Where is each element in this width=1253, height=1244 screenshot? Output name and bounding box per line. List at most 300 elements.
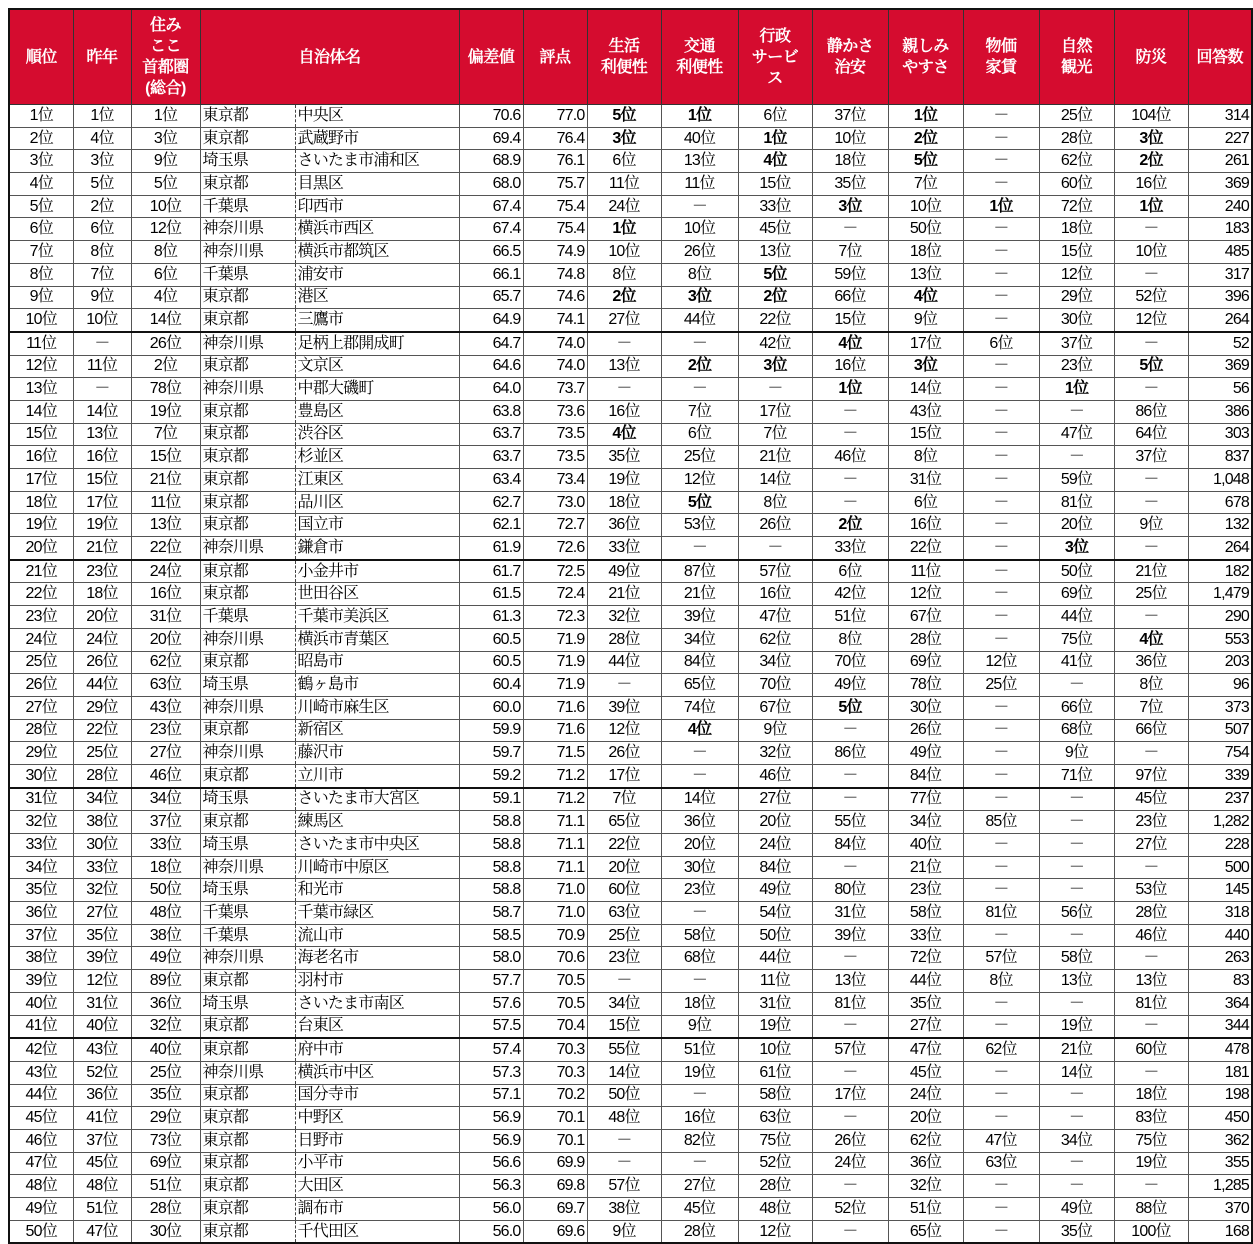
cell-admin: 47位: [738, 606, 812, 629]
cell-disaster: －: [1114, 947, 1188, 970]
table-row: [9, 811, 1252, 834]
cell-quiet: －: [812, 764, 888, 787]
cell-total: 73位: [131, 1129, 200, 1152]
cell-score: 69.7: [523, 1198, 587, 1221]
cell-disaster: 25位: [1114, 583, 1188, 606]
cell-score: 74.9: [523, 241, 587, 264]
cell-total: 48位: [131, 902, 200, 925]
cell-prefecture: 神奈川県: [200, 1061, 295, 1084]
cell-life: 3位: [587, 127, 661, 150]
cell-disaster: 4位: [1114, 628, 1188, 651]
cell-last-year: 33位: [73, 856, 131, 879]
cell-transport: －: [661, 195, 738, 218]
cell-life: 24位: [587, 195, 661, 218]
cell-score: 72.3: [523, 606, 587, 629]
cell-friendly: 45位: [888, 1061, 963, 1084]
cell-quiet: 7位: [812, 241, 888, 264]
table-row: [9, 1198, 1252, 1221]
cell-responses: 314: [1188, 105, 1252, 128]
cell-rank: 13位: [9, 378, 73, 401]
cell-score: 70.3: [523, 1061, 587, 1084]
cell-nature: 68位: [1039, 719, 1114, 742]
cell-prefecture: 埼玉県: [200, 150, 295, 173]
cell-city: 千葉市美浜区: [295, 606, 459, 629]
cell-quiet: 49位: [812, 674, 888, 697]
cell-deviation: 69.4: [459, 127, 523, 150]
cell-total: 18位: [131, 856, 200, 879]
cell-rank: 43位: [9, 1061, 73, 1084]
cell-city: 中郡大磯町: [295, 378, 459, 401]
cell-quiet: 55位: [812, 811, 888, 834]
cell-friendly: 8位: [888, 446, 963, 469]
cell-rank: 37位: [9, 924, 73, 947]
cell-friendly: 28位: [888, 628, 963, 651]
cell-disaster: －: [1114, 1061, 1188, 1084]
cell-life: 14位: [587, 1061, 661, 1084]
cell-last-year: 5位: [73, 173, 131, 196]
cell-score: 71.0: [523, 902, 587, 925]
cell-quiet: －: [812, 856, 888, 879]
cell-friendly: 24位: [888, 1084, 963, 1107]
cell-life: 19位: [587, 469, 661, 492]
cell-transport: －: [661, 902, 738, 925]
cell-deviation: 59.2: [459, 764, 523, 787]
cell-life: 65位: [587, 811, 661, 834]
cell-price: －: [963, 560, 1039, 583]
table-row: [9, 628, 1252, 651]
cell-nature: －: [1039, 1107, 1114, 1130]
cell-city: 横浜市青葉区: [295, 628, 459, 651]
cell-transport: 19位: [661, 1061, 738, 1084]
cell-friendly: 77位: [888, 788, 963, 811]
cell-city: 大田区: [295, 1175, 459, 1198]
cell-last-year: 47位: [73, 1220, 131, 1243]
cell-transport: 84位: [661, 651, 738, 674]
table-row: [9, 1015, 1252, 1038]
table-row: [9, 1220, 1252, 1243]
cell-price: －: [963, 788, 1039, 811]
cell-last-year: 37位: [73, 1129, 131, 1152]
cell-quiet: －: [812, 1175, 888, 1198]
cell-city: 目黒区: [295, 173, 459, 196]
table-row: [9, 332, 1252, 355]
cell-deviation: 65.7: [459, 286, 523, 309]
cell-city: 府中市: [295, 1038, 459, 1061]
cell-deviation: 60.5: [459, 628, 523, 651]
cell-prefecture: 神奈川県: [200, 537, 295, 560]
table-row: [9, 583, 1252, 606]
cell-deviation: 68.0: [459, 173, 523, 196]
cell-disaster: 9位: [1114, 514, 1188, 537]
cell-city: 小平市: [295, 1152, 459, 1175]
cell-friendly: 51位: [888, 1198, 963, 1221]
cell-rank: 42位: [9, 1038, 73, 1061]
cell-last-year: 17位: [73, 491, 131, 514]
cell-total: 49位: [131, 947, 200, 970]
cell-quiet: 80位: [812, 879, 888, 902]
cell-rank: 39位: [9, 970, 73, 993]
cell-disaster: 12位: [1114, 309, 1188, 332]
cell-friendly: 1位: [888, 105, 963, 128]
cell-total: 46位: [131, 764, 200, 787]
cell-disaster: 7位: [1114, 696, 1188, 719]
cell-rank: 15位: [9, 423, 73, 446]
cell-disaster: 81位: [1114, 992, 1188, 1015]
cell-price: 12位: [963, 651, 1039, 674]
cell-score: 76.1: [523, 150, 587, 173]
cell-deviation: 57.7: [459, 970, 523, 993]
cell-deviation: 64.7: [459, 332, 523, 355]
cell-disaster: －: [1114, 491, 1188, 514]
cell-disaster: －: [1114, 856, 1188, 879]
cell-deviation: 66.1: [459, 263, 523, 286]
cell-rank: 38位: [9, 947, 73, 970]
cell-last-year: 16位: [73, 446, 131, 469]
cell-life: 27位: [587, 309, 661, 332]
cell-admin: 21位: [738, 446, 812, 469]
cell-responses: 678: [1188, 491, 1252, 514]
cell-last-year: 48位: [73, 1175, 131, 1198]
header-friendliness: 親しみ やすさ: [888, 9, 963, 105]
cell-prefecture: 埼玉県: [200, 674, 295, 697]
table-row: [9, 992, 1252, 1015]
cell-transport: 26位: [661, 241, 738, 264]
cell-city: 千代田区: [295, 1220, 459, 1243]
cell-quiet: 70位: [812, 651, 888, 674]
cell-transport: 74位: [661, 696, 738, 719]
cell-nature: 72位: [1039, 195, 1114, 218]
cell-rank: 3位: [9, 150, 73, 173]
cell-transport: 11位: [661, 173, 738, 196]
cell-score: 70.5: [523, 970, 587, 993]
cell-admin: 22位: [738, 309, 812, 332]
cell-price: －: [963, 696, 1039, 719]
cell-prefecture: 東京都: [200, 400, 295, 423]
cell-friendly: 6位: [888, 491, 963, 514]
cell-admin: 11位: [738, 970, 812, 993]
cell-transport: 65位: [661, 674, 738, 697]
cell-nature: 62位: [1039, 150, 1114, 173]
cell-responses: 228: [1188, 834, 1252, 857]
cell-friendly: 17位: [888, 332, 963, 355]
cell-price: －: [963, 400, 1039, 423]
cell-last-year: 30位: [73, 834, 131, 857]
cell-transport: 4位: [661, 719, 738, 742]
cell-price: －: [963, 355, 1039, 378]
cell-deviation: 63.4: [459, 469, 523, 492]
cell-transport: 28位: [661, 1220, 738, 1243]
cell-life: 23位: [587, 947, 661, 970]
cell-responses: 263: [1188, 947, 1252, 970]
cell-prefecture: 埼玉県: [200, 834, 295, 857]
cell-deviation: 56.9: [459, 1129, 523, 1152]
table-row: [9, 1061, 1252, 1084]
cell-disaster: 16位: [1114, 173, 1188, 196]
cell-deviation: 59.9: [459, 719, 523, 742]
cell-responses: 364: [1188, 992, 1252, 1015]
cell-deviation: 56.6: [459, 1152, 523, 1175]
cell-rank: 46位: [9, 1129, 73, 1152]
cell-price: 8位: [963, 970, 1039, 993]
cell-city: 国分寺市: [295, 1084, 459, 1107]
cell-last-year: 11位: [73, 355, 131, 378]
cell-responses: 52: [1188, 332, 1252, 355]
cell-life: 15位: [587, 1015, 661, 1038]
cell-last-year: 29位: [73, 696, 131, 719]
cell-transport: 27位: [661, 1175, 738, 1198]
cell-life: 11位: [587, 173, 661, 196]
cell-price: －: [963, 1061, 1039, 1084]
cell-city: 川崎市中原区: [295, 856, 459, 879]
cell-nature: 59位: [1039, 469, 1114, 492]
cell-price: －: [963, 127, 1039, 150]
cell-deviation: 56.0: [459, 1198, 523, 1221]
cell-deviation: 64.0: [459, 378, 523, 401]
cell-disaster: 23位: [1114, 811, 1188, 834]
cell-score: 70.1: [523, 1107, 587, 1130]
cell-responses: 203: [1188, 651, 1252, 674]
table-row: [9, 764, 1252, 787]
cell-price: －: [963, 150, 1039, 173]
cell-responses: 183: [1188, 218, 1252, 241]
cell-deviation: 57.1: [459, 1084, 523, 1107]
cell-life: 60位: [587, 879, 661, 902]
cell-price: －: [963, 286, 1039, 309]
cell-friendly: 47位: [888, 1038, 963, 1061]
cell-last-year: 8位: [73, 241, 131, 264]
cell-last-year: 43位: [73, 1038, 131, 1061]
cell-life: 7位: [587, 788, 661, 811]
cell-life: －: [587, 970, 661, 993]
cell-disaster: 52位: [1114, 286, 1188, 309]
cell-nature: 58位: [1039, 947, 1114, 970]
cell-transport: －: [661, 1152, 738, 1175]
table-row: [9, 423, 1252, 446]
header-admin-service: 行政 サービ ス: [738, 9, 812, 105]
cell-nature: －: [1039, 1152, 1114, 1175]
cell-admin: 2位: [738, 286, 812, 309]
cell-friendly: 69位: [888, 651, 963, 674]
cell-life: 2位: [587, 286, 661, 309]
cell-price: －: [963, 263, 1039, 286]
cell-prefecture: 東京都: [200, 1175, 295, 1198]
cell-disaster: 13位: [1114, 970, 1188, 993]
cell-disaster: 86位: [1114, 400, 1188, 423]
cell-total: 5位: [131, 173, 200, 196]
cell-last-year: 35位: [73, 924, 131, 947]
cell-transport: 40位: [661, 127, 738, 150]
cell-deviation: 60.4: [459, 674, 523, 697]
header-quiet-safety: 静かさ 治安: [812, 9, 888, 105]
cell-city: 海老名市: [295, 947, 459, 970]
table-row: [9, 560, 1252, 583]
header-last-year: 昨年: [73, 9, 131, 105]
cell-admin: 16位: [738, 583, 812, 606]
cell-rank: 22位: [9, 583, 73, 606]
cell-responses: 182: [1188, 560, 1252, 583]
cell-transport: 12位: [661, 469, 738, 492]
cell-admin: 15位: [738, 173, 812, 196]
cell-nature: 44位: [1039, 606, 1114, 629]
cell-deviation: 61.7: [459, 560, 523, 583]
cell-prefecture: 東京都: [200, 173, 295, 196]
cell-disaster: 19位: [1114, 1152, 1188, 1175]
cell-price: 6位: [963, 332, 1039, 355]
cell-admin: 57位: [738, 560, 812, 583]
cell-city: さいたま市大宮区: [295, 788, 459, 811]
cell-quiet: －: [812, 947, 888, 970]
cell-city: さいたま市中央区: [295, 834, 459, 857]
cell-last-year: 24位: [73, 628, 131, 651]
cell-friendly: 13位: [888, 263, 963, 286]
cell-score: 71.9: [523, 674, 587, 697]
cell-rank: 6位: [9, 218, 73, 241]
cell-admin: 48位: [738, 1198, 812, 1221]
cell-nature: 69位: [1039, 583, 1114, 606]
cell-friendly: 2位: [888, 127, 963, 150]
cell-life: 32位: [587, 606, 661, 629]
table-row: [9, 309, 1252, 332]
cell-transport: 82位: [661, 1129, 738, 1152]
cell-score: 69.8: [523, 1175, 587, 1198]
cell-transport: 36位: [661, 811, 738, 834]
cell-responses: 373: [1188, 696, 1252, 719]
cell-life: 22位: [587, 834, 661, 857]
cell-rank: 45位: [9, 1107, 73, 1130]
cell-city: 江東区: [295, 469, 459, 492]
cell-quiet: 13位: [812, 970, 888, 993]
header-rank: 順位: [9, 9, 73, 105]
cell-score: 71.6: [523, 719, 587, 742]
table-row: [9, 1107, 1252, 1130]
cell-total: 43位: [131, 696, 200, 719]
cell-deviation: 64.6: [459, 355, 523, 378]
cell-transport: －: [661, 764, 738, 787]
cell-price: －: [963, 1220, 1039, 1243]
cell-total: 8位: [131, 241, 200, 264]
cell-transport: 16位: [661, 1107, 738, 1130]
cell-responses: 132: [1188, 514, 1252, 537]
cell-deviation: 56.0: [459, 1220, 523, 1243]
cell-score: 71.2: [523, 788, 587, 811]
cell-quiet: －: [812, 400, 888, 423]
cell-admin: 26位: [738, 514, 812, 537]
cell-admin: 7位: [738, 423, 812, 446]
cell-deviation: 56.3: [459, 1175, 523, 1198]
cell-responses: 264: [1188, 537, 1252, 560]
cell-prefecture: 東京都: [200, 651, 295, 674]
cell-city: 世田谷区: [295, 583, 459, 606]
cell-city: 日野市: [295, 1129, 459, 1152]
cell-deviation: 66.5: [459, 241, 523, 264]
cell-deviation: 58.8: [459, 879, 523, 902]
cell-score: 76.4: [523, 127, 587, 150]
cell-price: －: [963, 1084, 1039, 1107]
cell-prefecture: 東京都: [200, 1038, 295, 1061]
cell-transport: 30位: [661, 856, 738, 879]
cell-last-year: 39位: [73, 947, 131, 970]
cell-transport: －: [661, 332, 738, 355]
cell-quiet: 5位: [812, 696, 888, 719]
cell-last-year: 19位: [73, 514, 131, 537]
cell-total: 78位: [131, 378, 200, 401]
cell-responses: 396: [1188, 286, 1252, 309]
cell-life: 21位: [587, 583, 661, 606]
cell-friendly: 11位: [888, 560, 963, 583]
cell-friendly: 30位: [888, 696, 963, 719]
cell-rank: 36位: [9, 902, 73, 925]
cell-last-year: 40位: [73, 1015, 131, 1038]
cell-last-year: 25位: [73, 742, 131, 765]
cell-last-year: 10位: [73, 309, 131, 332]
cell-total: 10位: [131, 195, 200, 218]
cell-rank: 12位: [9, 355, 73, 378]
cell-friendly: 49位: [888, 742, 963, 765]
cell-city: 渋谷区: [295, 423, 459, 446]
header-responses: 回答数: [1188, 9, 1252, 105]
cell-deviation: 63.7: [459, 423, 523, 446]
cell-prefecture: 千葉県: [200, 606, 295, 629]
cell-total: 2位: [131, 355, 200, 378]
cell-rank: 32位: [9, 811, 73, 834]
cell-quiet: 39位: [812, 924, 888, 947]
cell-deviation: 61.5: [459, 583, 523, 606]
cell-prefecture: 東京都: [200, 719, 295, 742]
cell-total: 6位: [131, 263, 200, 286]
cell-friendly: 72位: [888, 947, 963, 970]
cell-quiet: －: [812, 1015, 888, 1038]
cell-score: 71.1: [523, 856, 587, 879]
cell-quiet: －: [812, 788, 888, 811]
cell-life: 36位: [587, 514, 661, 537]
cell-prefecture: 千葉県: [200, 195, 295, 218]
cell-quiet: 8位: [812, 628, 888, 651]
cell-disaster: 83位: [1114, 1107, 1188, 1130]
cell-last-year: 1位: [73, 105, 131, 128]
cell-prefecture: 神奈川県: [200, 742, 295, 765]
cell-city: 品川区: [295, 491, 459, 514]
cell-price: －: [963, 446, 1039, 469]
cell-last-year: 38位: [73, 811, 131, 834]
cell-friendly: 9位: [888, 309, 963, 332]
cell-prefecture: 東京都: [200, 583, 295, 606]
cell-disaster: 97位: [1114, 764, 1188, 787]
table-row: [9, 241, 1252, 264]
cell-deviation: 58.8: [459, 811, 523, 834]
table-row: [9, 674, 1252, 697]
cell-price: －: [963, 583, 1039, 606]
cell-admin: 63位: [738, 1107, 812, 1130]
cell-prefecture: 埼玉県: [200, 992, 295, 1015]
cell-transport: 87位: [661, 560, 738, 583]
cell-last-year: －: [73, 332, 131, 355]
cell-total: 51位: [131, 1175, 200, 1198]
cell-total: 16位: [131, 583, 200, 606]
cell-quiet: 1位: [812, 378, 888, 401]
cell-rank: 49位: [9, 1198, 73, 1221]
header-nature-tourism: 自然 観光: [1039, 9, 1114, 105]
cell-quiet: 24位: [812, 1152, 888, 1175]
cell-last-year: 3位: [73, 150, 131, 173]
cell-disaster: －: [1114, 332, 1188, 355]
cell-score: 75.7: [523, 173, 587, 196]
cell-prefecture: 神奈川県: [200, 332, 295, 355]
cell-total: 38位: [131, 924, 200, 947]
cell-price: 47位: [963, 1129, 1039, 1152]
cell-life: 55位: [587, 1038, 661, 1061]
cell-prefecture: 東京都: [200, 127, 295, 150]
cell-last-year: 51位: [73, 1198, 131, 1221]
